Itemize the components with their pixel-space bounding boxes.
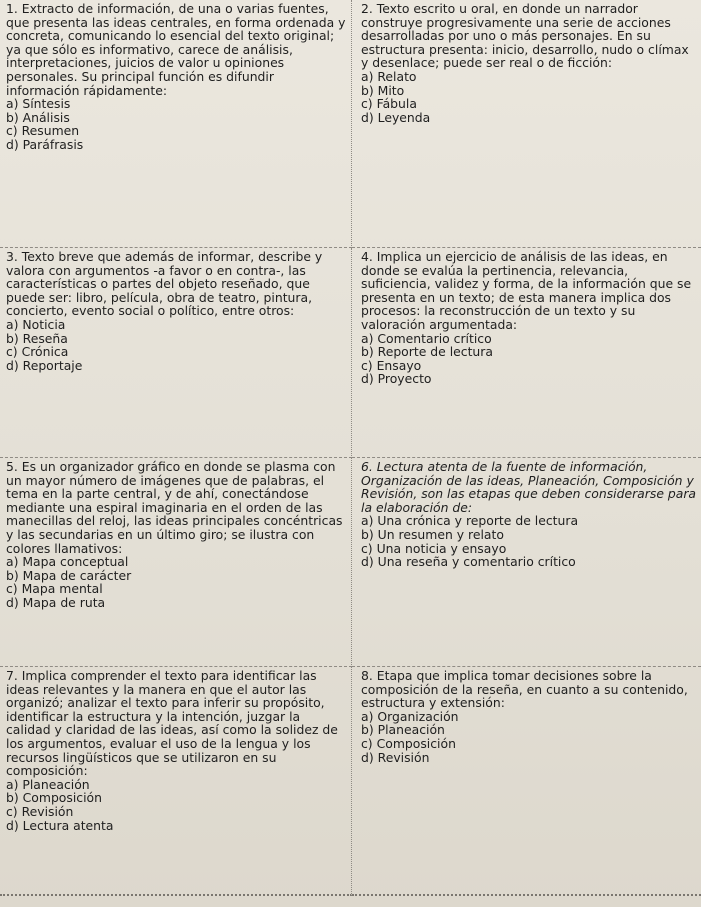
question-number: 3. (6, 249, 18, 264)
option-a[interactable]: a) Comentario crítico (361, 330, 492, 346)
option-d[interactable]: d) Una reseña y comentario crítico (361, 554, 576, 570)
option-a[interactable]: a) Una crónica y reporte de lectura (361, 513, 579, 529)
question-number: 5. (6, 459, 18, 474)
question-6 (352, 458, 701, 667)
question-5 (0, 458, 352, 667)
option-b[interactable]: b) Reporte de lectura (361, 344, 493, 360)
question-number: 1. (6, 1, 18, 16)
option-d[interactable]: d) Reportaje (6, 357, 83, 373)
option-a[interactable]: a) Mapa conceptual (6, 554, 129, 570)
option-d[interactable]: d) Lectura atenta (6, 817, 114, 833)
question-number: 8. (361, 668, 373, 683)
option-c[interactable]: c) Una noticia y ensayo (361, 540, 507, 556)
option-d[interactable]: d) Mapa de ruta (6, 594, 106, 610)
option-b[interactable]: b) Mapa de carácter (6, 567, 132, 583)
question-text: Texto breve que además de informar, describe y valora con argumentos -a favor o en contra-, las características o partes del objeto reseñado, que puede ser: libro, película, obra de teatro, pintura, concierto, evento social o político, entre otros: (6, 249, 323, 319)
option-d[interactable]: d) Proyecto (361, 371, 432, 387)
option-d[interactable]: d) Paráfrasis (6, 136, 84, 152)
question-text: Etapa que implica tomar decisiones sobre la composición de la reseña, en cuanto a su contenido, estructura y extensión: (361, 668, 688, 711)
question-text: Es un organizador gráfico en donde se plasma con un mayor número de imágenes que de palabras, el tema en la parte central, y de ahí, conectándose mediante una espiral imaginaria en el orden de las manecillas del reloj, las ideas principales concéntricas y las secundarias en un último giro; se ilustra con colores llamativos: (6, 459, 343, 556)
option-b[interactable]: b) Planeación (361, 722, 445, 738)
option-b[interactable]: b) Composición (6, 790, 102, 806)
question-text: Implica comprender el texto para identificar las ideas relevantes y la manera en que el autor las organizó; analizar el texto para inferir su propósito, identificar la estructura y la intención, juzgar la calidad y claridad de las ideas, así como la solidez de los argumentos, evaluar el uso de la lengua y los recursos lingüísticos que se utilizaron en su composición: (6, 668, 338, 779)
option-c[interactable]: c) Fábula (361, 96, 417, 112)
question-8 (352, 667, 701, 896)
option-c[interactable]: c) Composición (361, 735, 456, 751)
question-7 (0, 667, 352, 896)
question-number: 7. (6, 668, 18, 683)
option-b[interactable]: b) Mito (361, 82, 405, 98)
question-text: Implica un ejercicio de análisis de las ideas, en donde se evalúa la pertinencia, relevancia, suficiencia, validez y forma, de la información que se presenta en un texto; de esta manera implica dos procesos: la reconstrucción de un texto y su valoración argumentada: (361, 249, 692, 332)
question-4 (352, 248, 701, 458)
question-2 (352, 0, 701, 248)
question-text: Extracto de información, de una o varias fuentes, que presenta las ideas centrales, en forma ordenada y concreta, comunicando lo esencial del texto original; ya que sólo es informativo, carece de análisis, interpretaciones, juicios de valor u opiniones personales. Su principal función es difundir información rápidamente: (6, 1, 346, 98)
option-b[interactable]: b) Un resumen y relato (361, 526, 504, 542)
question-3 (0, 248, 352, 458)
question-text: Lectura atenta de la fuente de información, Organización de las ideas, Planeación, Composición y Revisión, son las etapas que deben considerarse para la elaboración de: (361, 459, 697, 515)
option-a[interactable]: a) Planeación (6, 776, 90, 792)
question-number: 2. (361, 1, 373, 16)
option-b[interactable]: b) Reseña (6, 330, 68, 346)
option-c[interactable]: c) Crónica (6, 344, 69, 360)
option-c[interactable]: c) Mapa mental (6, 581, 103, 597)
question-number: 4. (361, 249, 373, 264)
option-a[interactable]: a) Noticia (6, 316, 66, 332)
option-d[interactable]: d) Leyenda (361, 109, 431, 125)
option-a[interactable]: a) Organización (361, 708, 459, 724)
option-a[interactable]: a) Síntesis (6, 96, 71, 112)
option-c[interactable]: c) Ensayo (361, 357, 422, 373)
option-b[interactable]: b) Análisis (6, 109, 70, 125)
question-number: 6. (361, 459, 373, 474)
option-c[interactable]: c) Revisión (6, 803, 74, 819)
question-1 (0, 0, 352, 248)
question-text: Texto escrito u oral, en donde un narrador construye progresivamente una serie de acciones desarrolladas por uno o más personajes. En su estructura presenta: inicio, desarrollo, nudo o clímax y desenlace; puede ser real o de ficción: (361, 1, 689, 71)
option-d[interactable]: d) Revisión (361, 749, 430, 765)
option-c[interactable]: c) Resumen (6, 123, 80, 139)
option-a[interactable]: a) Relato (361, 68, 417, 84)
